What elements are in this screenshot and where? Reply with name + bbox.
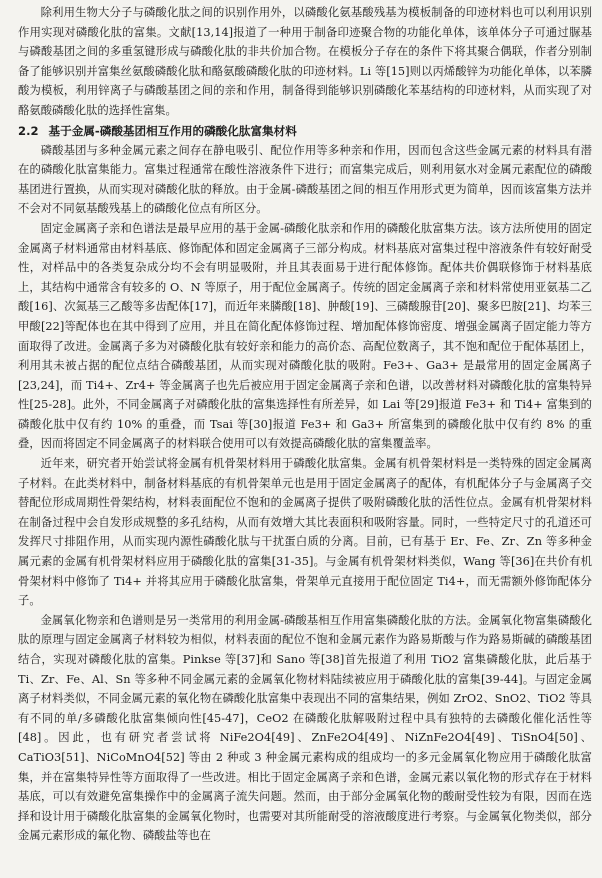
section-heading: [18, 122, 592, 141]
paragraph-imac: 固定金属离子亲和色谱法是最早应用的基于金属-磷酸化肽亲和作用的磷酸化肽富集方法。该方法所使用的固定金属离子材料通常由材料基底、修饰配体和固定金属离子三部分构成。材料基底对富集过程中溶液条件有较好耐受性，对样品中的各类复杂成分均不会有明显吸附，并且其表面易于进行配体修饰。配体共价偶联修饰于材料基底上，其结构中通常含有较多的 O、N 等原子，用于配位金属离子。传统的固定金属离子亲和材料常使用亚氨基二乙酸[16]、次氮基三乙酸等多齿配体[17]，而近年来膦酸[18]、肿酸[19]、三磷酸腺苷[20]、聚多巴胺[21]、均苯三甲酸[22]等配体也在其中得到了应用，并且在简化配体修饰过程、增加配体修饰密度、增强金属离子固定能力等方面取得了改进。金属离子多为对磷酸化肽有较好亲和能力的高价态、高配位数离子，其不饱和配位于配体基团上，利用其未被占据的配位点结合磷酸基团，从而实现对磷酸化肽的吸附。Fe3+、Ga3+ 是最常用的固定金属离子[23,24]，而 Ti4+、Zr4+ 等金属离子也先后被应用于固定金属离子亲和色谱，以改善材料对磷酸化肽的富集特异性[25-28]。此外，不同金属离子对磷酸化肽的富集选择性有所差异，如 Lai 等[29]报道 Fe3+ 和 Ti4+ 富集到的磷酸化肽中仅有约 10% 的重叠，而 Tsai 等[30]报道 Fe3+ 和 Ga3+ 所富集到的磷酸化肽中仅有约 8% 的重叠，因而将固定不同金属离子的材料联合使用可以有效提高磷酸化肽的富集覆盖率。: [18, 221, 592, 451]
section-number: 2.2: [18, 123, 39, 138]
paragraph-metal-intro: 磷酸基团与多种金属元素之间存在静电吸引、配位作用等多种亲和作用，因而包含这些金属元素的材料具有潜在的磷酸化肽富集能力。富集过程通常在酸性溶液条件下进行；而富集完成后，则利用氨水对金属元素配位的磷酸基团进行置换，从而实现对磷酸化肽的释放。由于金属-磷酸基团之间的相互作用形式更为简单，因而该富集方法并不会对不同氨基酸残基上的磷酸化位点有所区分。: [18, 143, 592, 216]
paragraph-imprinting: 除利用生物大分子与磷酸化肽之间的识别作用外，以磷酸化氨基酸残基为模板制备的印迹材料也可以利用识别作用实现对磷酸化肽的富集。文献[13,14]报道了一种用于制备印迹聚合物的功能化单体，该单体分子可通过脲基与磷酸基团之间的多重氢键形成与磷酸化肽的非共价加合物。在模板分子存在的条件下将其聚合偶联，作者分别制备了能够识别并富集丝氨酸磷酸化肽和酪氨酸磷酸化肽的印迹材料。Li 等[15]则以丙烯酸锌为功能化单体，以苯膦酸为模板，利用锌离子与磷酸基团之间的亲和作用，制备得到能够识别磷酸化苯基结构的印迹材料，从而实现了对酪氨酸磷酸化肽的选择性富集。: [18, 6, 592, 117]
paragraph-moac: 金属氧化物亲和色谱则是另一类常用的利用金属-磷酸基相互作用富集磷酸化肽的方法。金属氧化物富集磷酸化肽的原理与固定金属离子材料较为相似，材料表面的配位不饱和金属元素作为路易斯酸与作为路易斯碱的磷酸基团结合，实现对磷酸化肽的富集。Pinkse 等[37]和 Sano 等[38]首先报道了利用 TiO2 富集磷酸化肽，此后基于 Ti、Zr、Fe、Al、Sn 等多种不同金属元素的金属氧化物材料陆续被应用于磷酸化肽的富集[39-44]。与固定金属离子材料类似，不同金属元素的氧化物在磷酸化肽富集中表现出不同的富集结果，例如 ZrO2、SnO2、TiO2 等具有不同的单/多磷酸化肽富集倾向性[45-47]，CeO2 在磷酸化肽解吸附过程中具有独特的去磷酸化催化活性等[48]。因此，也有研究者尝试将 NiFe2O4[49]、ZnFe2O4[49]、NiZnFe2O4[49]、TiSnO4[50]、CaTiO3[51]、NiCoMnO4[52] 等由 2 种或 3 种金属元素构成的组成均一的多元金属氧化物应用于磷酸化肽富集，并在富集特异性等方面取得了一些改进。相比于固定金属离子亲和色谱，金属元素以氧化物的形式存在于材料基底，可以有效避免富集操作中的金属离子流失问题。然而，由于部分金属氧化物的酸耐受性较为有限，因而在选择和设计用于磷酸化肽富集的金属氧化物时，也需要对其所能耐受的溶液酸度进行考察。与金属氧化物类似，部分金属元素形成的氟化物、磷酸盐等也在: [18, 613, 592, 843]
section-title: 基于金属-磷酸基团相互作用的磷酸化肽富集材料: [48, 123, 297, 138]
paragraph-mof: 近年来，研究者开始尝试将金属有机骨架材料用于磷酸化肽富集。金属有机骨架材料是一类特殊的固定金属离子材料。在此类材料中，制备材料基底的有机骨架单元也是用于固定金属离子的配体，有机配体分子与金属离子交替配位形成周期性骨架结构，材料表面配位不饱和的金属离子提供了吸附磷酸化肽的活性位点。金属有机骨架材料在制备过程中会自发形成规整的多孔结构，从而有效增大其比表面积和吸附容量。同时，一些特定尺寸的孔道还可发挥尺寸排阻作用，从而实现内源性磷酸化肽与干扰蛋白质的分离。目前，已有基于 Er、Fe、Zr、Zn 等多种金属元素的金属有机骨架材料应用于磷酸化肽的富集[31-35]。与金属有机骨架材料类似，Wang 等[36]在共价有机骨架材料中修饰了 Ti4+ 并将其应用于磷酸化肽富集，骨架单元直接用于配位固定 Ti4+，而无需额外修饰配体分子。: [18, 457, 592, 608]
